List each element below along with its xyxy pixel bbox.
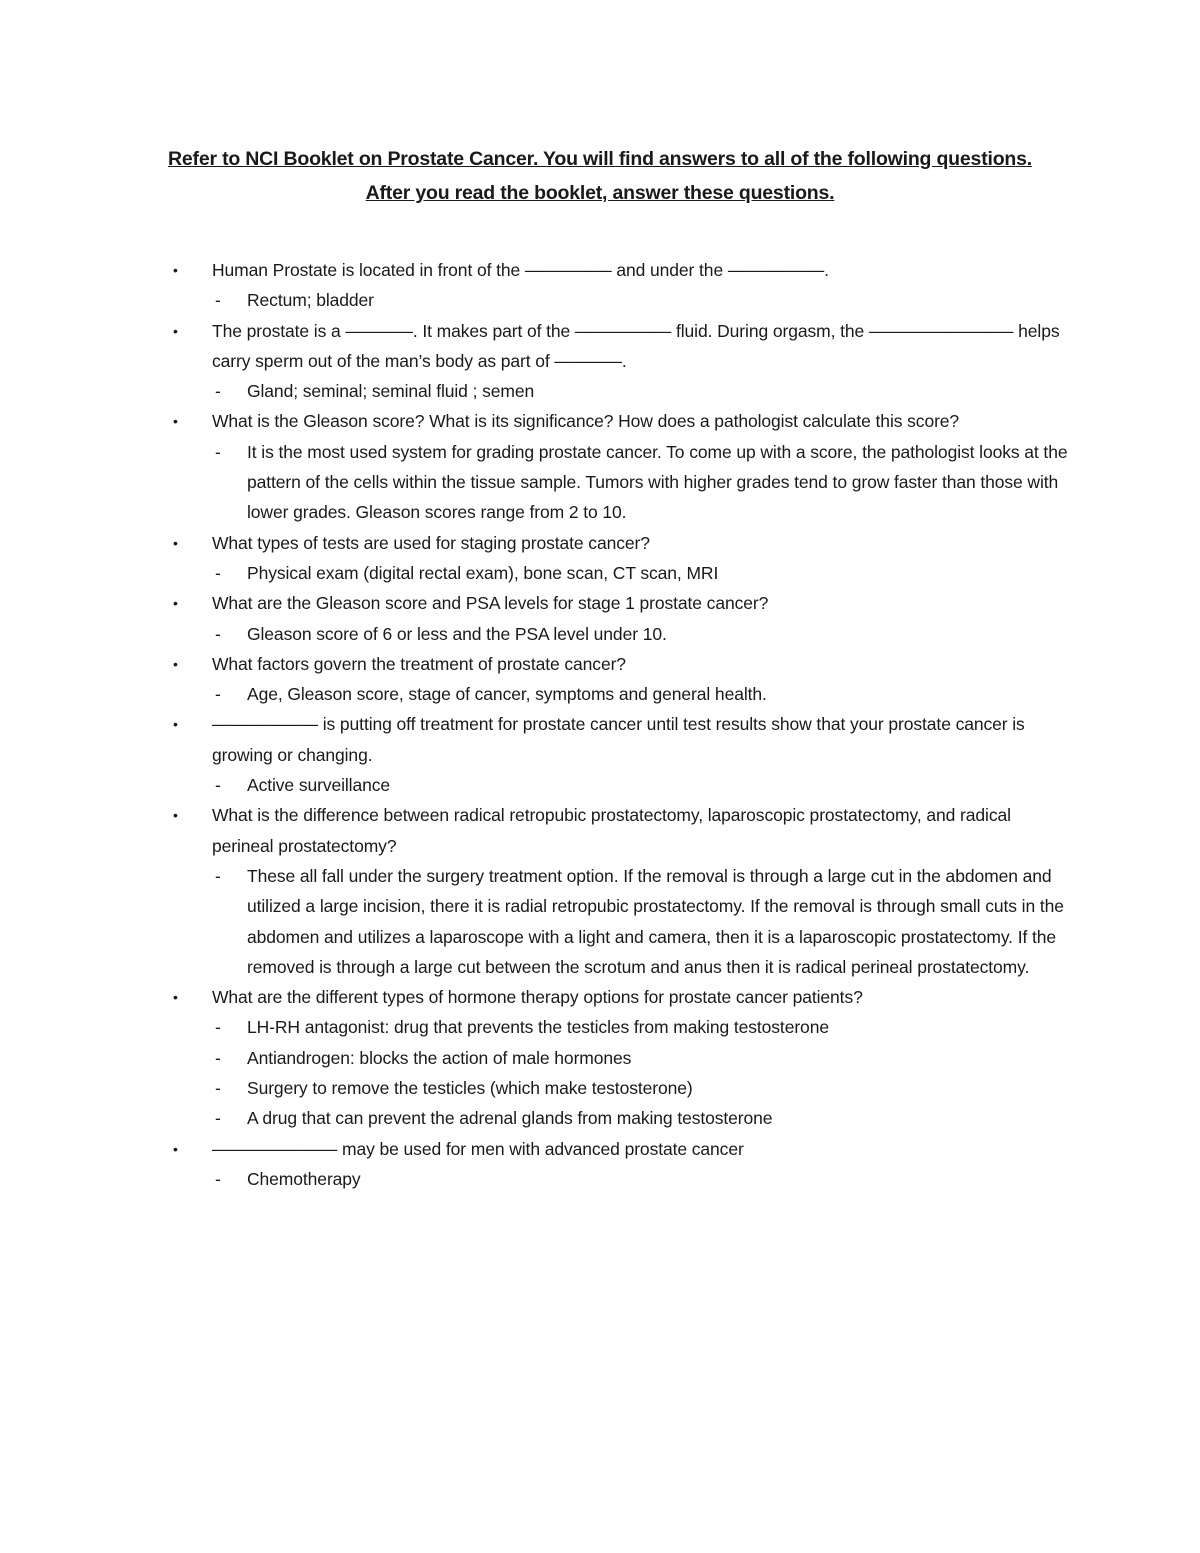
question-text: What is the difference between radical retropubic prostatectomy, laparoscopic prostatectomy, and radical perineal prostatectomy? (212, 805, 1011, 856)
answer-item (212, 1164, 1070, 1194)
answer-text: Gland; seminal; seminal fluid ; semen (247, 381, 535, 402)
answer-list (212, 679, 1070, 709)
answer-list (212, 770, 1070, 800)
question-item (170, 709, 1070, 800)
bullet-icon: • (173, 716, 178, 733)
question-text: What are the Gleason score and PSA levels for stage 1 prostate cancer? (212, 593, 769, 614)
question-text: What are the different types of hormone therapy options for prostate cancer patients? (212, 987, 863, 1008)
dash-icon: - (215, 1017, 221, 1038)
answer-list (212, 437, 1070, 528)
dash-icon: - (215, 290, 221, 311)
dash-icon: - (215, 865, 221, 886)
answer-list (212, 558, 1070, 588)
answer-text: Chemotherapy (247, 1168, 361, 1189)
question-item (170, 588, 1070, 649)
question-item (170, 649, 1070, 710)
answer-item (212, 619, 1070, 649)
question-item (170, 255, 1070, 316)
answer-item (212, 1103, 1070, 1133)
answer-text: Surgery to remove the testicles (which make testosterone) (247, 1078, 693, 1099)
answer-list (212, 1012, 1070, 1133)
dash-icon: - (215, 562, 221, 583)
bullet-icon: • (173, 807, 178, 824)
answer-text: LH-RH antagonist: drug that prevents the testicles from making testosterone (247, 1017, 829, 1038)
answer-list (212, 861, 1070, 982)
answer-text: Rectum; bladder (247, 290, 374, 311)
bullet-icon: • (173, 322, 178, 339)
question-text: What types of tests are used for staging prostate cancer? (212, 532, 650, 553)
dash-icon: - (215, 1168, 221, 1189)
answer-list (212, 1164, 1070, 1194)
question-list (170, 255, 1070, 1194)
answer-item (212, 558, 1070, 588)
bullet-icon: • (173, 1140, 178, 1157)
answer-text: It is the most used system for grading prostate cancer. To come up with a score, the pathologist looks at the pattern of the cells within the tissue sample. Tumors with higher grades tend to grow faster than those with lower grades. Gleason scores range from 2 to 10. (247, 441, 1068, 523)
answer-text: Gleason score of 6 or less and the PSA level under 10. (247, 623, 667, 644)
answer-item (212, 1043, 1070, 1073)
dash-icon: - (215, 381, 221, 402)
bullet-icon: • (173, 655, 178, 672)
answer-item (212, 679, 1070, 709)
question-text: What factors govern the treatment of prostate cancer? (212, 653, 626, 674)
dash-icon: - (215, 623, 221, 644)
answer-list (212, 619, 1070, 649)
question-item (170, 800, 1070, 982)
dash-icon: - (215, 441, 221, 462)
answer-item (212, 376, 1070, 406)
answer-list (212, 285, 1070, 315)
answer-text: Antiandrogen: blocks the action of male hormones (247, 1047, 632, 1068)
question-item (170, 528, 1070, 589)
dash-icon: - (215, 775, 221, 796)
answer-text: Active surveillance (247, 775, 391, 796)
dash-icon: - (215, 1047, 221, 1068)
dash-icon: - (215, 684, 221, 705)
question-item (170, 982, 1070, 1133)
question-item (170, 406, 1070, 527)
bullet-icon: • (173, 595, 178, 612)
question-text: The prostate is a –––––––. It makes part of the –––––––––– fluid. During orgasm, the ––––––––––––––– helps carry sperm out of the man’s body as part of –––––––. (212, 320, 1060, 371)
answer-item (212, 1073, 1070, 1103)
answer-item (212, 285, 1070, 315)
answer-item (212, 861, 1070, 982)
question-text: What is the Gleason score? What is its significance? How does a pathologist calculate this score? (212, 411, 960, 432)
bullet-icon: • (173, 989, 178, 1006)
answer-text: These all fall under the surgery treatment option. If the removal is through a large cut in the abdomen and utilized a large incision, there it is radial retropubic prostatectomy. If the removal is through small cuts in the abdomen and utilizes a laparoscope with a light and camera, then it is a laparoscopic prostatectomy. If the removed is through a large cut between the scrotum and anus then it is radical perineal prostatectomy. (247, 865, 1064, 977)
dash-icon: - (215, 1108, 221, 1129)
answer-item (212, 1012, 1070, 1042)
document-title: Refer to NCI Booklet on Prostate Cancer. You will find answers to all of the following questions. After you read the booklet, answer these questions. (168, 148, 1032, 204)
bullet-icon: • (173, 413, 178, 430)
question-text: ––––––––––– is putting off treatment for prostate cancer until test results show that your prostate cancer is growing or changing. (212, 714, 1025, 765)
answer-text: Physical exam (digital rectal exam), bone scan, CT scan, MRI (247, 562, 719, 583)
answer-item (212, 770, 1070, 800)
question-item (170, 316, 1070, 407)
dash-icon: - (215, 1078, 221, 1099)
answer-text: A drug that can prevent the adrenal glands from making testosterone (247, 1108, 773, 1129)
question-text: Human Prostate is located in front of the ––––––––– and under the ––––––––––. (212, 260, 829, 280)
answer-list (212, 376, 1070, 406)
bullet-icon: • (173, 262, 178, 278)
bullet-icon: • (173, 534, 178, 551)
answer-item (212, 437, 1070, 528)
question-text: ––––––––––––– may be used for men with advanced prostate cancer (212, 1138, 744, 1159)
question-item (170, 1134, 1070, 1195)
answer-text: Age, Gleason score, stage of cancer, symptoms and general health. (247, 684, 767, 705)
